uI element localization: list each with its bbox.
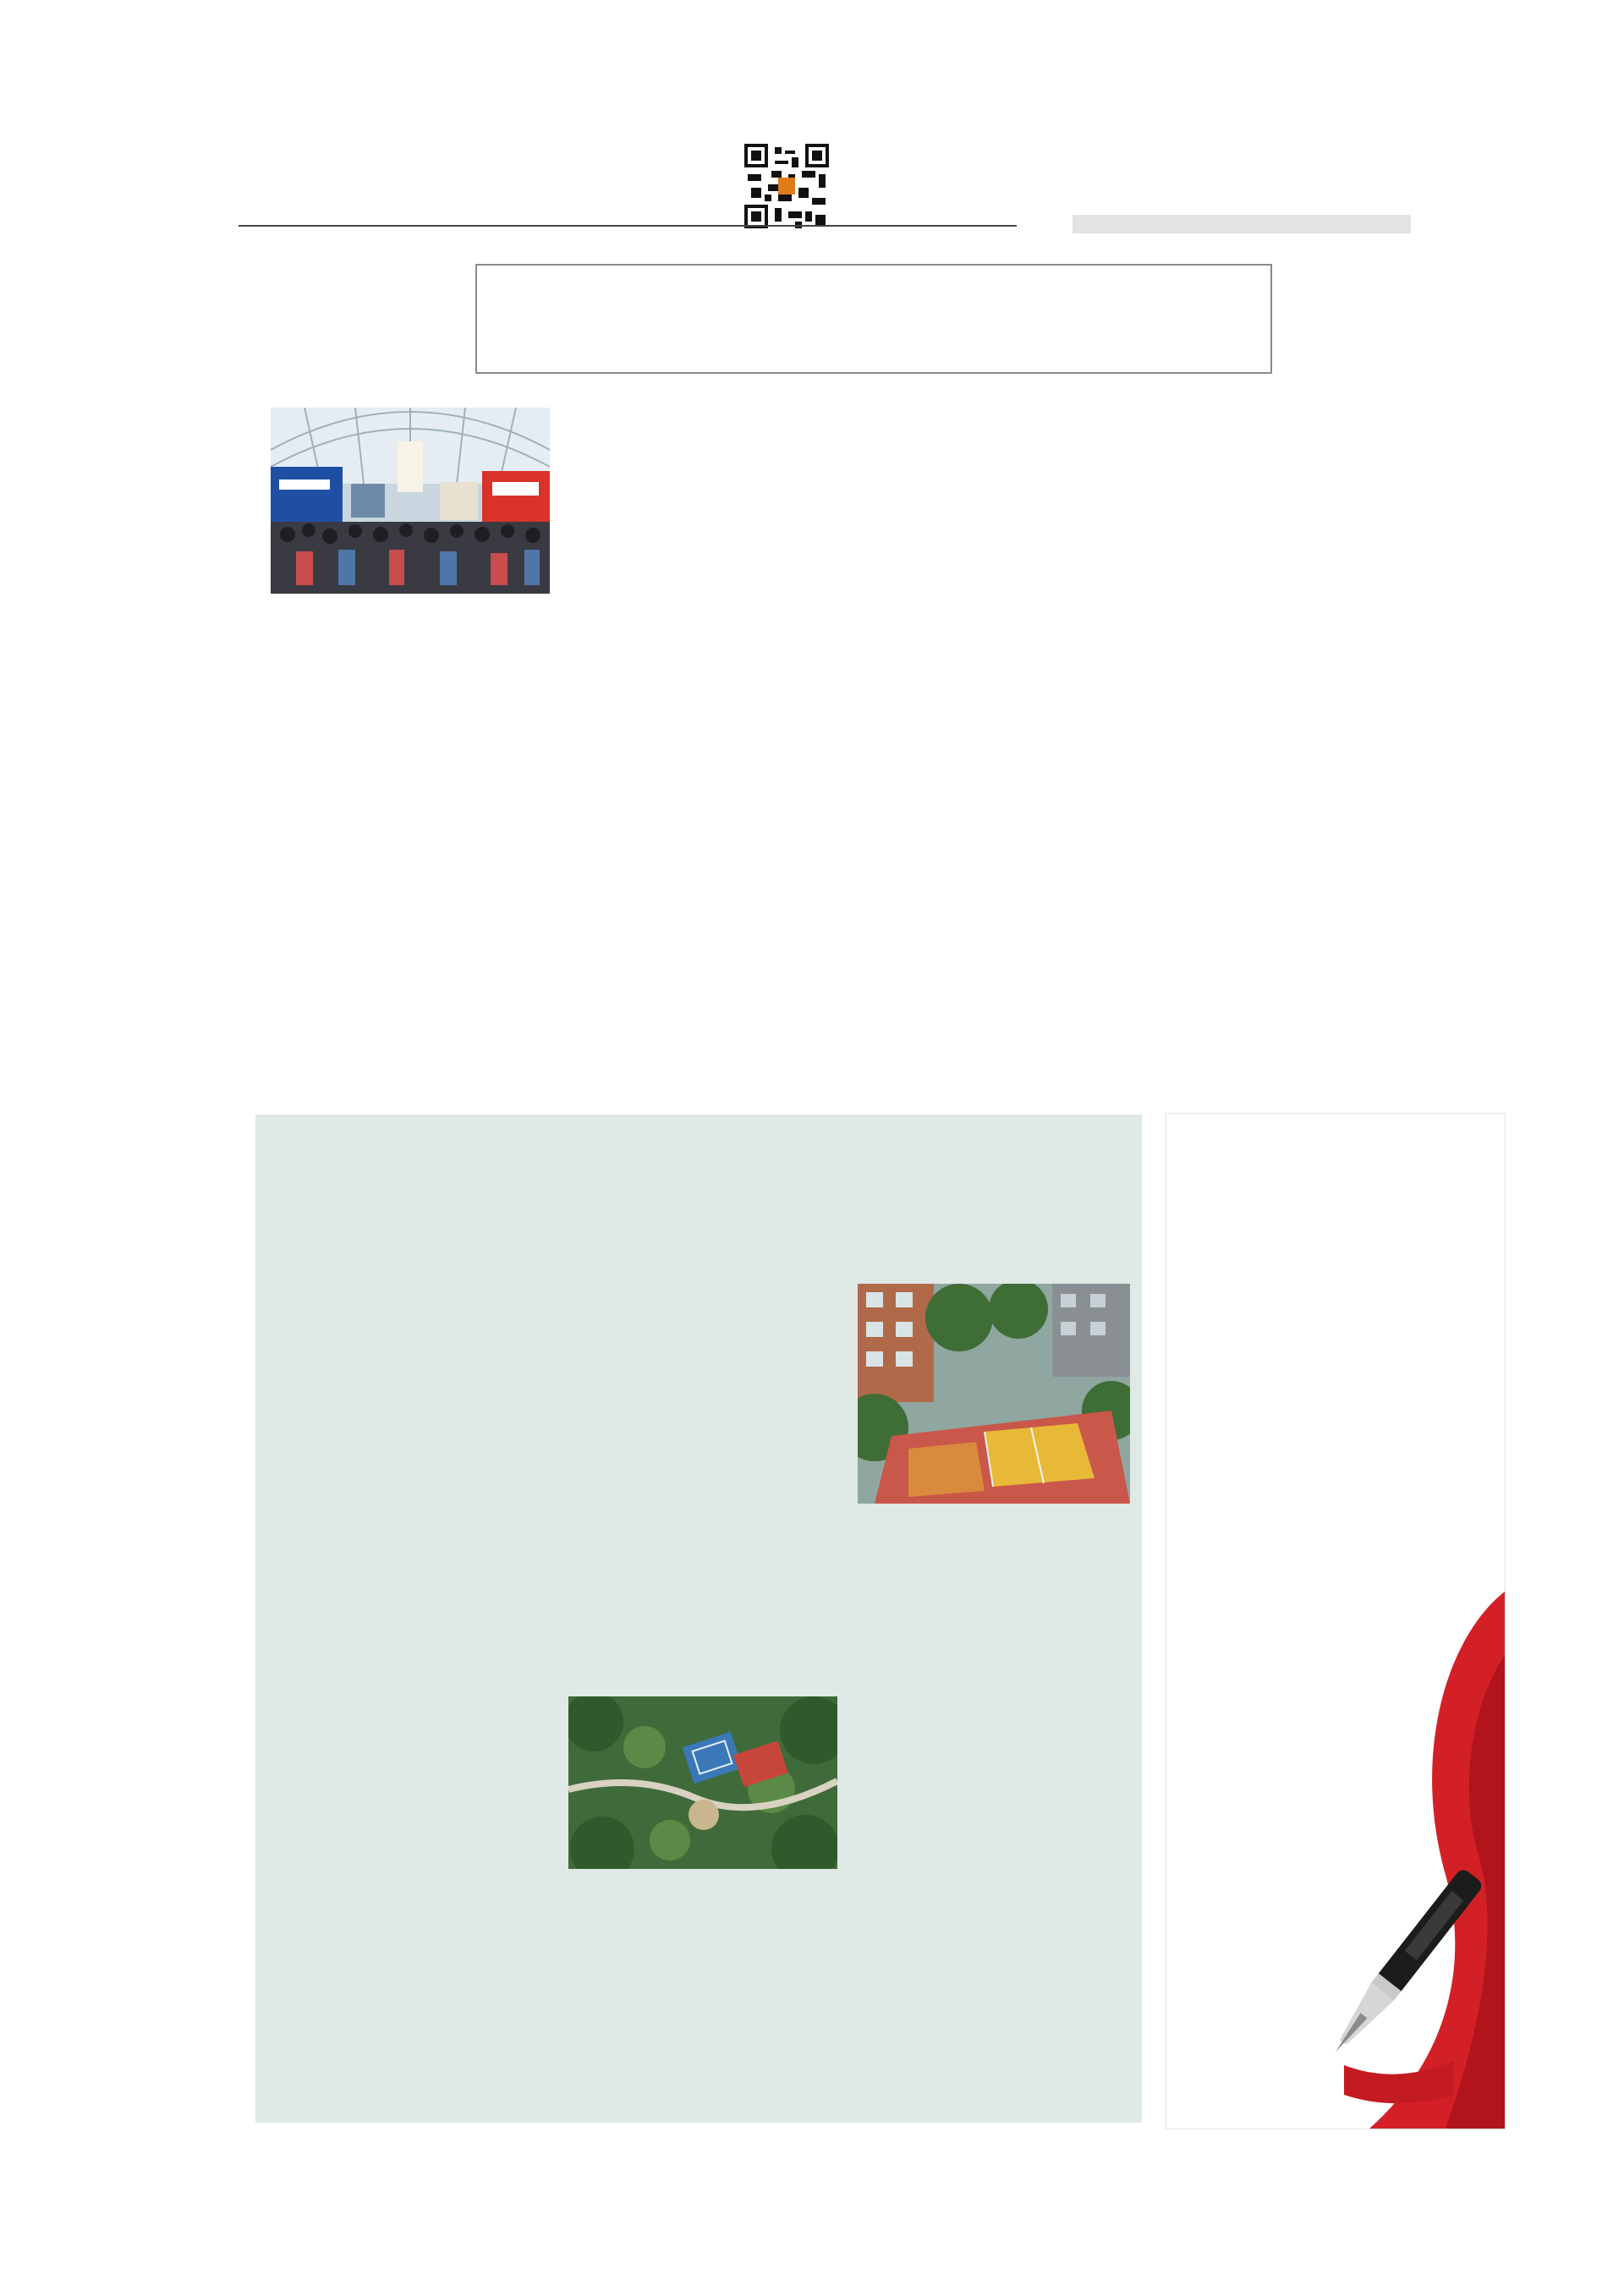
article1-column-1: [271, 606, 550, 1045]
article2-column-1: [269, 1285, 548, 2118]
article1-headline-box: [475, 264, 1272, 374]
aerial-park-photo: [568, 1696, 837, 1869]
article1-column-2: [584, 404, 863, 1045]
date-band: [1073, 215, 1411, 233]
expo-hall-photo: [271, 408, 550, 594]
gaokao-sidebar: [1166, 1113, 1506, 2129]
courtyard-park-photo: [858, 1284, 1130, 1504]
qr-code-icon: [744, 144, 829, 228]
article1-column-4: [1210, 404, 1489, 996]
fountain-pen-icon: [1293, 1858, 1505, 2078]
article2-column-2b: [568, 1871, 837, 2121]
article1-column-3: [897, 404, 1176, 1045]
article2-column-2a: [568, 1285, 837, 1691]
header-rule: [239, 225, 1017, 227]
article2-column-3: [858, 1510, 1130, 2119]
